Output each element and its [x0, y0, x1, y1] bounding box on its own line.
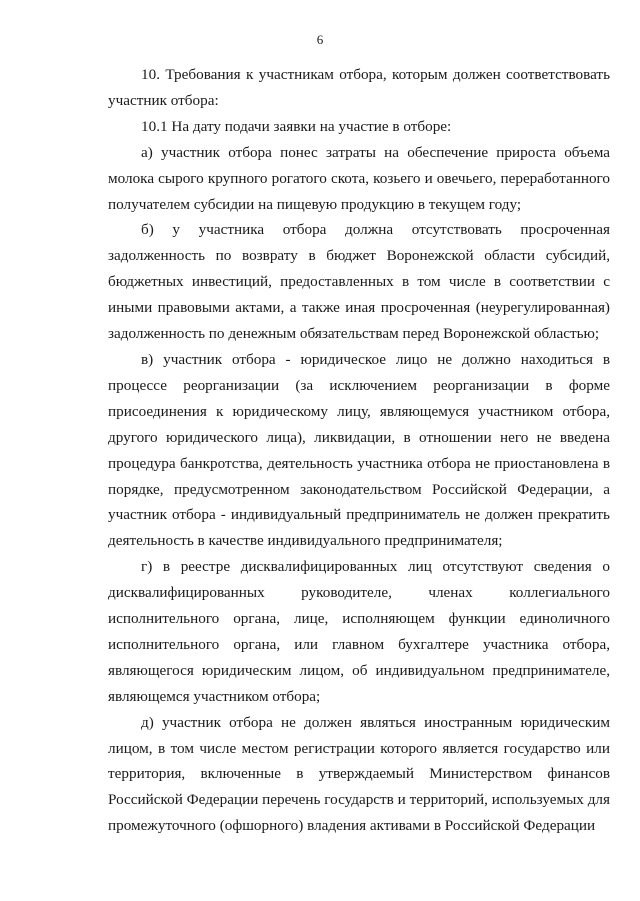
- paragraph-subsection-10-1: 10.1 На дату подачи заявки на участие в отборе:: [141, 117, 452, 135]
- paragraph-section-10-heading: 10. Требования к участникам отбора, которым должен соответствовать участник отбора:: [108, 66, 610, 109]
- paragraph-item-a: а) участник отбора понес затраты на обеспечение прироста объема молока сырого крупного рогатого скота, козьего и овечьего, переработанного получателем субсидии на пищевую продукцию в текущем году;: [108, 143, 610, 213]
- paragraph-item-d: д) участник отбора не должен являться иностранным юридическим лицом, в том числе местом регистрации которого является государство или территория, включенные в утверждаемый Министерством финансов Российской Федерации перечень государств и территорий, используемых для промежуточного (офшорного) владения активами в Российской Федерации: [108, 713, 610, 835]
- paragraph-item-v: в) участник отбора - юридическое лицо не должно находиться в процессе реорганизации (за исключением реорганизации в форме присоединения к юридическому лицу, являющемуся участником отбора, другого юридического лица), ликвидации, в отношении него не введена процедура банкротства, деятельность участника отбора не приостановлена в порядке, предусмотренном законодательством Российской Федерации, а участник отбора - индивидуальный предприниматель не должен прекратить деятельность в качестве индивидуального предпринимателя;: [108, 350, 610, 550]
- document-body: [108, 62, 610, 839]
- paragraph-item-b: б) у участника отбора должна отсутствовать просроченная задолженность по возврату в бюджет Воронежской области субсидий, бюджетных инвестиций, предоставленных в том числе в соответствии с иными правовыми актами, а также иная просроченная (неурегулированная) задолженность по денежным обязательствам перед Воронежской областью;: [108, 221, 610, 343]
- page-number: 6: [316, 32, 324, 47]
- paragraph-item-g: г) в реестре дисквалифицированных лиц отсутствуют сведения о дисквалифицированных руководителе, членах коллегиального исполнительного органа, лице, исполняющем функции единоличного исполнительного органа, или главном бухгалтере участника отбора, являющегося юридическим лицом, об индивидуальном предпринимателе, являющемся участником отбора;: [108, 558, 610, 705]
